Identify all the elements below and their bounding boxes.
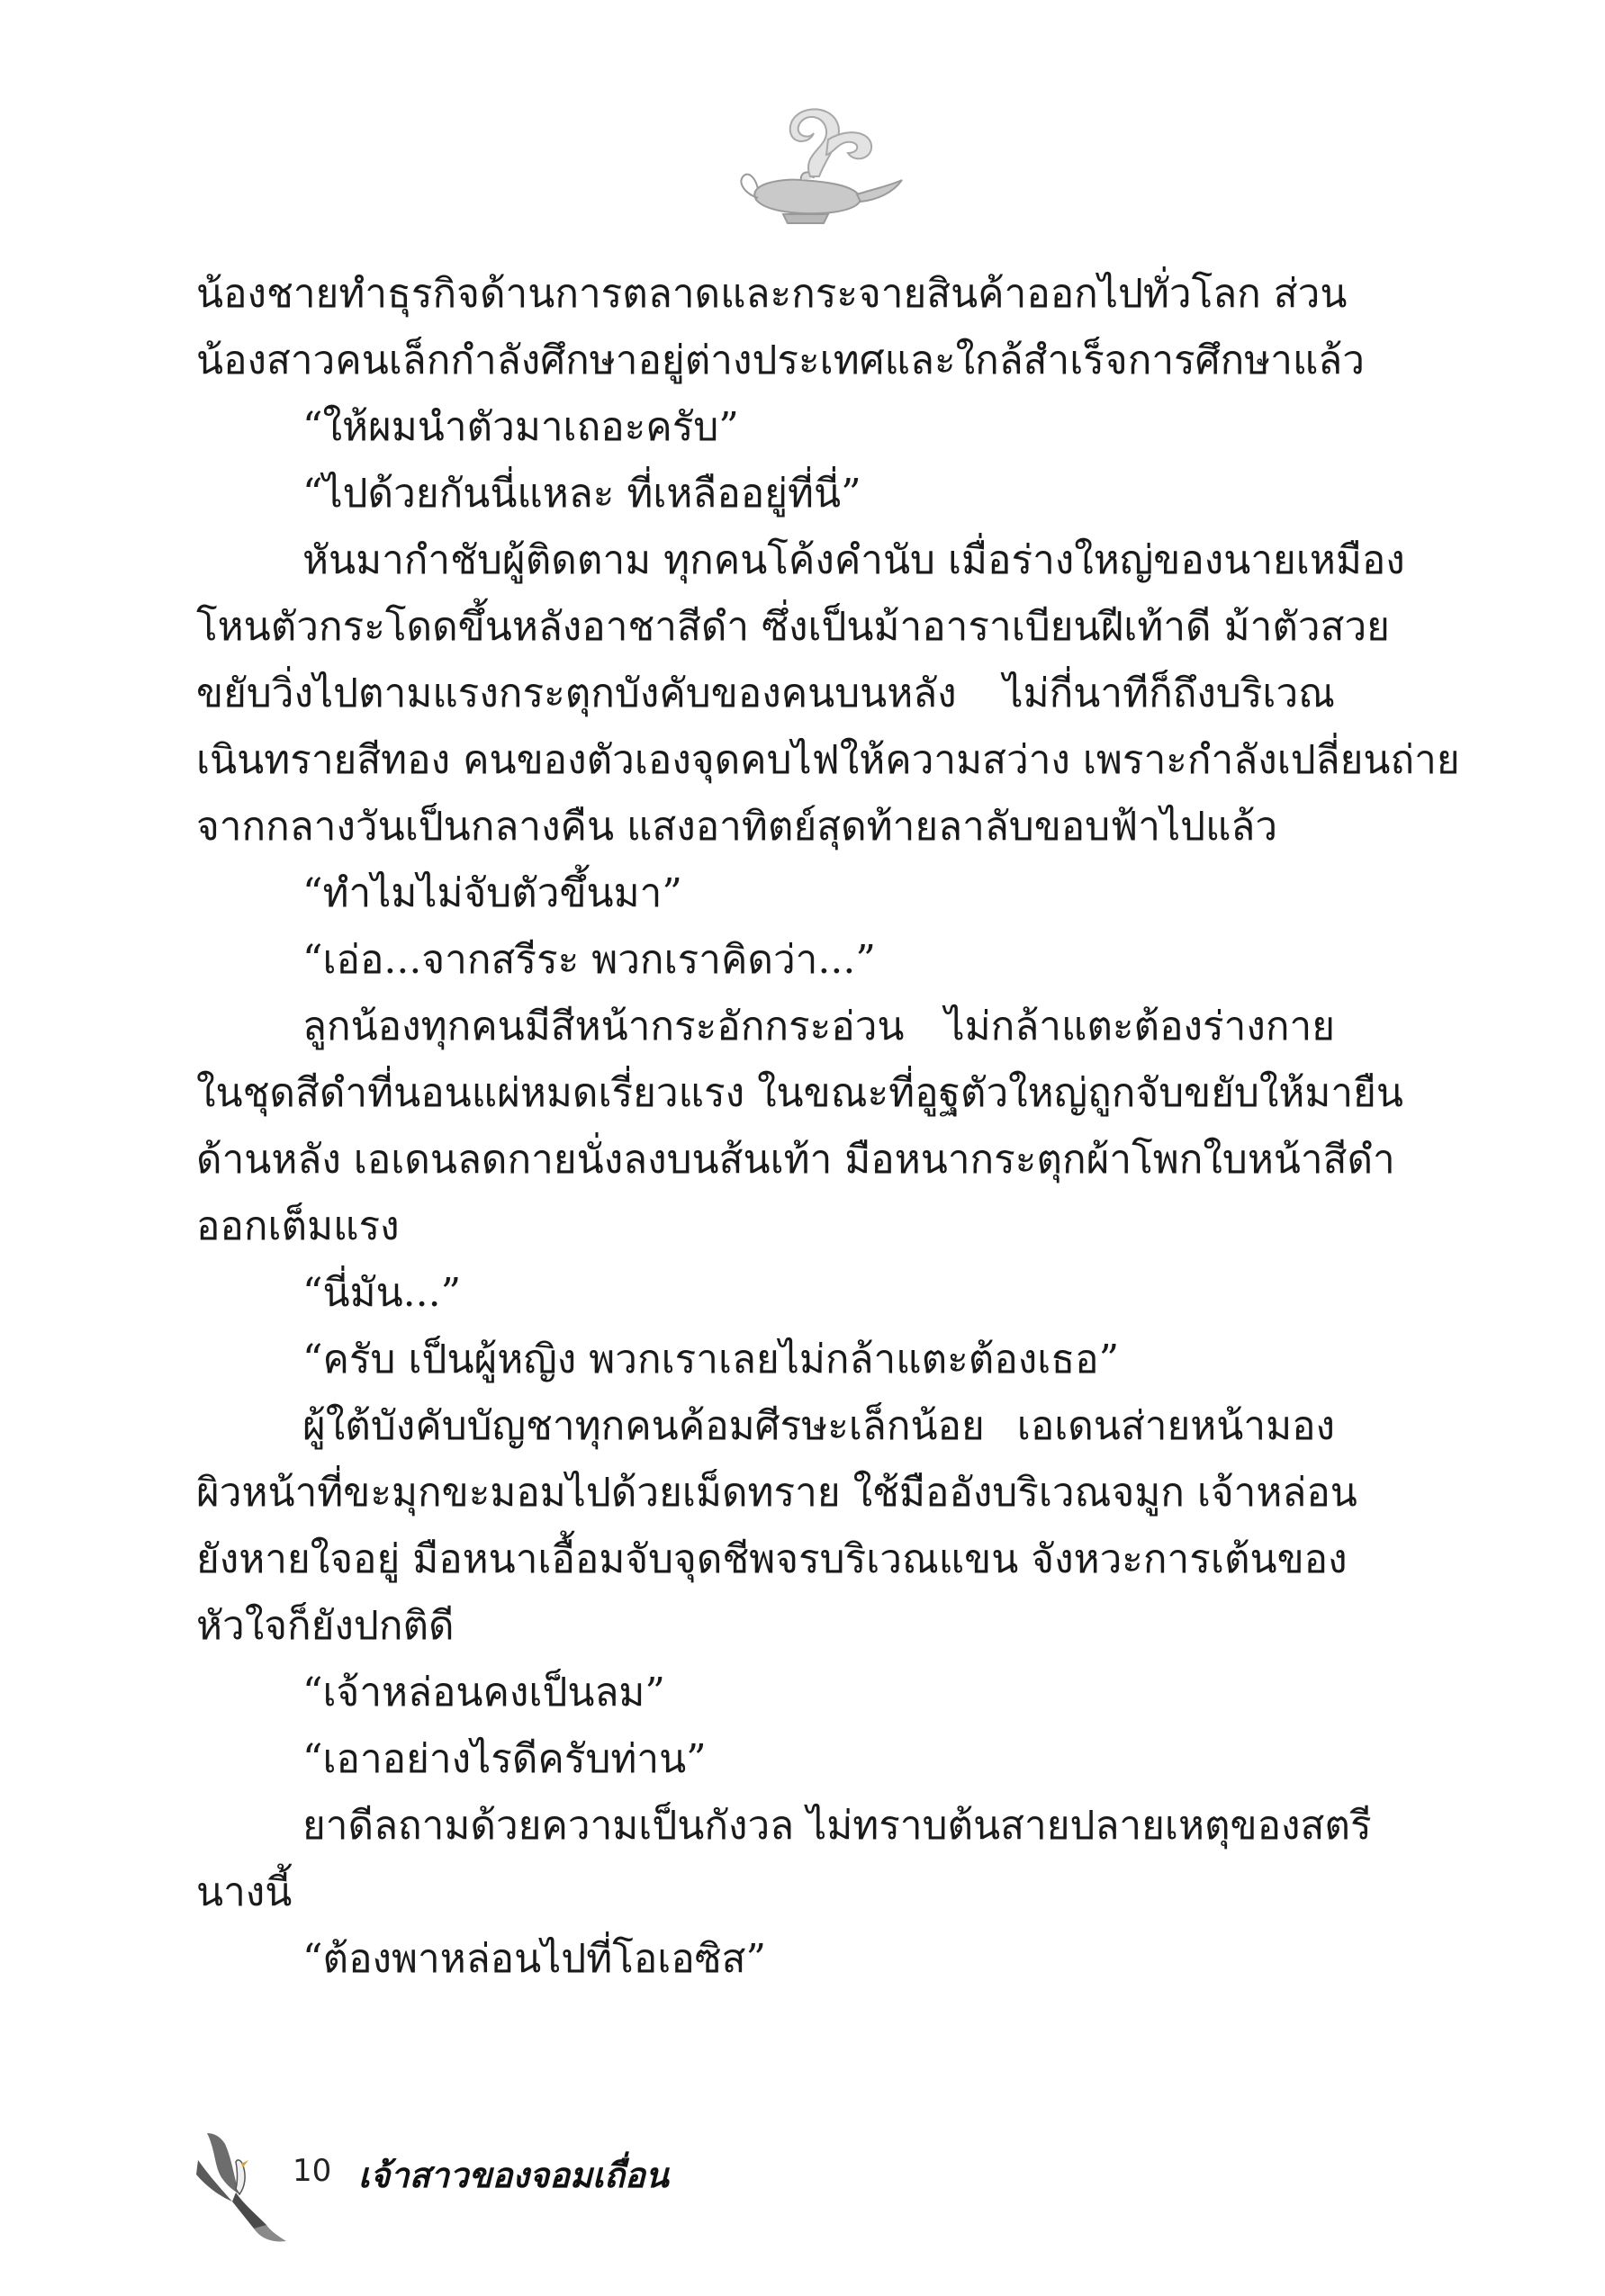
text-line: ด้านหลัง เอเดนลดกายนั่งลงบนส้นเท้า มือหนากระตุกผ้าโพกใบหน้าสีดำ xyxy=(196,1137,1395,1183)
text-line: หัวใจก็ยังปกติดี xyxy=(196,1603,455,1649)
text-line: “ต้องพาหล่อนไปที่โอเอซิส” xyxy=(302,1936,766,1982)
text-line: “เจ้าหล่อนคงเป็นลม” xyxy=(302,1670,665,1715)
text-line: ผู้ใต้บังคับบัญชาทุกคนค้อมศีรษะเล็กน้อย เอเดนส่ายหน้ามอง xyxy=(302,1403,1335,1449)
text-line: น้องสาวคนเล็กกำลังศึกษาอยู่ต่างประเทศและใกล้สำเร็จการศึกษาแล้ว xyxy=(196,338,1365,383)
text-line: “ไปด้วยกันนี่แหละ ที่เหลืออยู่ที่นี่” xyxy=(302,471,861,517)
text-line: ยาดีลถามด้วยความเป็นกังวล ไม่ทราบต้นสายปลายเหตุของสตรี xyxy=(302,1803,1372,1849)
text-line: ออกเต็มแรง xyxy=(196,1203,400,1249)
text-line: “ให้ผมนำตัวมาเถอะครับ” xyxy=(302,404,739,450)
text-line: “ครับ เป็นผู้หญิง พวกเราเลยไม่กล้าแตะต้องเธอ” xyxy=(302,1337,1120,1382)
eagle-icon xyxy=(180,2124,297,2250)
book-title: เจ้าสาวของจอมเถื่อน xyxy=(358,2156,669,2195)
text-line: “นี่มัน...” xyxy=(302,1270,462,1316)
text-line: ขยับวิ่งไปตามแรงกระตุกบังคับของคนบนหลัง ไม่กี่นาทีก็ถึงบริเวณ xyxy=(196,671,1335,716)
text-line: “ทำไมไม่จับตัวขึ้นมา” xyxy=(302,870,682,916)
text-line: ลูกน้องทุกคนมีสีหน้ากระอักกระอ่วน ไม่กล้าแตะต้องร่างกาย xyxy=(302,1004,1335,1049)
body-text xyxy=(196,261,1460,1993)
text-line: ในชุดสีดำที่นอนแผ่หมดเรี่ยวแรง ในขณะที่อูฐตัวใหญ่ถูกจับขยับให้มายืน xyxy=(196,1070,1403,1116)
text-line: หันมากำชับผู้ติดตาม ทุกคนโค้งคำนับ เมื่อร่างใหญ่ของนายเหมือง xyxy=(302,537,1405,583)
text-line: ผิวหน้าที่ขะมุกขะมอมไปด้วยเม็ดทราย ใช้มืออังบริเวณจมูก เจ้าหล่อน xyxy=(196,1470,1357,1516)
text-line: เนินทรายสีทอง คนของตัวเองจุดคบไฟให้ความสว่าง เพราะกำลังเปลี่ยนถ่าย xyxy=(196,737,1460,783)
text-line: น้องชายทำธุรกิจด้านการตลาดและกระจายสินค้าออกไปทั่วโลก ส่วน xyxy=(196,271,1348,317)
page-number: 10 xyxy=(293,2153,332,2189)
text-line: “เอ่อ...จากสรีระ พวกเราคิดว่า...” xyxy=(302,937,876,983)
text-line: นางนี้ xyxy=(196,1869,293,1915)
text-line: ยังหายใจอยู่ มือหนาเอื้อมจับจุดชีพจรบริเวณแขน จังหวะการเต้นของ xyxy=(196,1536,1348,1582)
magic-lamp-icon xyxy=(693,99,909,234)
text-line: จากกลางวันเป็นกลางคืน แสงอาทิตย์สุดท้ายลาลับขอบฟ้าไปแล้ว xyxy=(196,804,1278,850)
text-line: โหนตัวกระโดดขึ้นหลังอาชาสีดำ ซึ่งเป็นม้าอาราเบียนฝีเท้าดี ม้าตัวสวย xyxy=(196,604,1390,650)
text-line: “เอาอย่างไรดีครับท่าน” xyxy=(302,1736,707,1782)
